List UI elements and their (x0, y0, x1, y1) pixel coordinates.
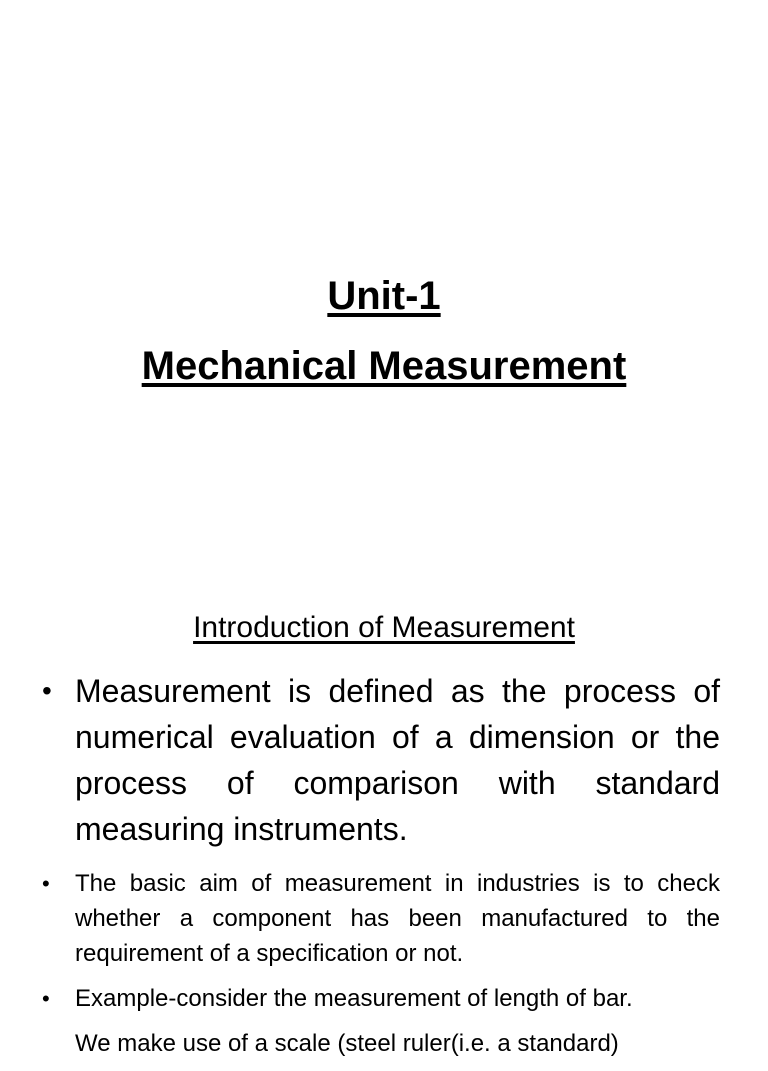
bullet-icon: • (42, 675, 52, 706)
bullet-list (42, 668, 720, 1071)
unit-title: Unit-1 (327, 274, 441, 318)
bullet-icon: • (42, 986, 50, 1011)
section-heading: Introduction of Measurement (193, 611, 575, 644)
bullet-text: Measurement is defined as the process of numerical evaluation of a dimension or the process of comparison with standard measuring instruments. (75, 673, 720, 847)
bullet-text: The basic aim of measurement in industries is to check whether a component has been manufactured to the requirement of a specification or not. (75, 870, 720, 967)
main-title: Mechanical Measurement (141, 344, 627, 388)
bullet-text: Example-consider the measurement of length of bar. (75, 985, 633, 1012)
bullet-item (42, 866, 720, 971)
bullet-item (42, 981, 720, 1016)
bullet-item (42, 668, 720, 852)
bullet-item (42, 1026, 720, 1061)
bullet-text: We make use of a scale (steel ruler(i.e. a standard) (75, 1030, 619, 1057)
bullet-icon: • (42, 871, 50, 896)
